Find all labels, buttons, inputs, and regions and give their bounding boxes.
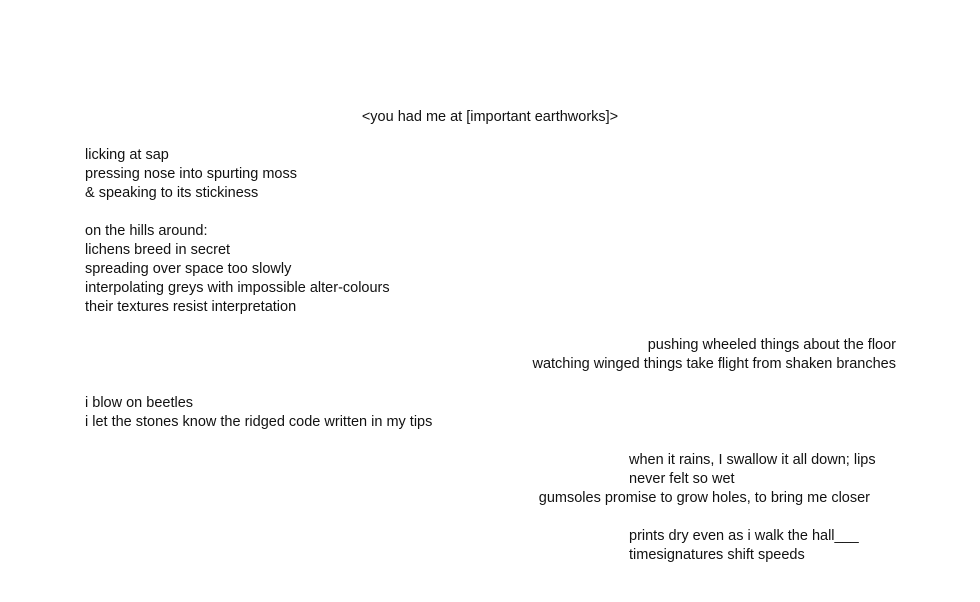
stanza-6-line-2: timesignatures shift speeds [629, 547, 805, 563]
stanza-2-line-1: on the hills around: [85, 223, 208, 239]
stanza-1-line-3: & speaking to its stickiness [85, 185, 259, 201]
stanza-2-line-4: interpolating greys with impossible alter-colours [85, 280, 390, 296]
stanza-4-line-1: i blow on beetles [85, 395, 194, 411]
stanza-2-line-5: their textures resist interpretation [85, 299, 297, 315]
stanza-1-line-1: licking at sap [85, 147, 169, 163]
poem-title: <you had me at [important earthworks]> [361, 109, 619, 125]
stanza-6-line-1: prints dry even as i walk the hall___ [629, 528, 859, 544]
stanza-3-line-1: pushing wheeled things about the floor [647, 337, 896, 353]
stanza-5-line-2: never felt so wet [629, 471, 735, 487]
stanza-2-line-3: spreading over space too slowly [85, 261, 292, 277]
stanza-5-line-3: gumsoles promise to grow holes, to bring me closer [538, 490, 870, 506]
stanza-1-line-2: pressing nose into spurting moss [85, 166, 297, 182]
stanza-4-line-2: i let the stones know the ridged code written in my tips [85, 414, 433, 430]
stanza-2-line-2: lichens breed in secret [85, 242, 231, 258]
stanza-3-line-2: watching winged things take flight from shaken branches [532, 356, 896, 372]
stanza-5-line-1: when it rains, I swallow it all down; lips [629, 452, 876, 468]
